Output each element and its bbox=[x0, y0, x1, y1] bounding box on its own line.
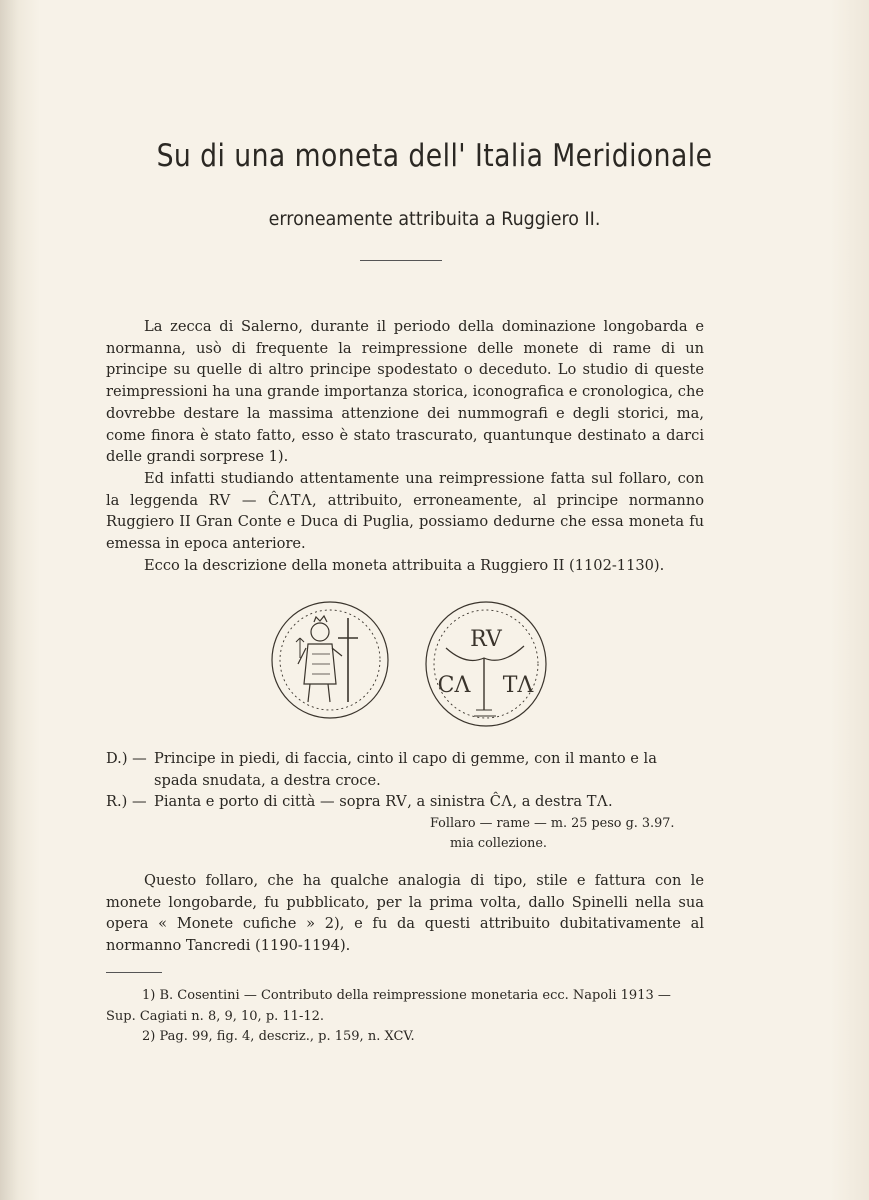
reverse-label: R.) — bbox=[106, 793, 147, 810]
reverse-legend-top: RV bbox=[470, 627, 502, 652]
paragraph-2-part-a: Ed infatti studiando attentamente una reimpressione fatta sul follaro, con la leggenda bbox=[106, 469, 704, 509]
page-subtitle: erroneamente attribuita a Ruggiero II. bbox=[268, 208, 601, 230]
reverse-legend-right: TΛ bbox=[502, 673, 534, 698]
footnotes bbox=[106, 986, 716, 1048]
reverse-text-a: Pianta e porto di città — sopra bbox=[154, 793, 381, 810]
coin-metadata-line-2: mia collezione. bbox=[450, 836, 547, 851]
footnote-divider bbox=[106, 972, 162, 973]
obverse-text-continued: spada snudata, a destra croce. bbox=[154, 771, 381, 789]
closing-text bbox=[106, 870, 704, 957]
reverse-legend-top-text: RV bbox=[385, 793, 408, 810]
reverse-legend-right-text: TΛ. bbox=[586, 793, 614, 810]
obverse-label: D.) — bbox=[106, 750, 147, 767]
page-title: Su di una moneta dell' Italia Meridionale bbox=[156, 138, 713, 174]
reverse-legend-left: CΛ bbox=[437, 673, 471, 698]
coin-obverse bbox=[272, 602, 388, 718]
reverse-text-c: , a destra bbox=[512, 793, 583, 810]
main-text bbox=[106, 316, 704, 576]
coin-metadata-line-1: Follaro — rame — m. 25 peso g. 3.97. bbox=[430, 816, 675, 831]
paragraph-3: Ecco la descrizione della moneta attribuita a Ruggiero II (1102-1130). bbox=[144, 556, 665, 574]
coin-illustration bbox=[270, 598, 560, 730]
coin-metadata bbox=[430, 814, 720, 854]
coin-legend: RV — ĈΛTΛ, bbox=[208, 491, 318, 509]
paragraph-2 bbox=[106, 468, 704, 555]
reverse-text-b: , a sinistra bbox=[407, 793, 486, 810]
footnote-1-continued: Sup. Cagiati n. 8, 9, 10, p. 11-12. bbox=[106, 1008, 325, 1024]
paragraph-2-part-b: attribuito, erroneamente, al principe normanno Ruggiero II Gran Conte e Duca di Puglia, possiamo dedurne che essa moneta fu emessa in epoca anteriore. bbox=[106, 491, 705, 553]
footnote-2: 2) Pag. 99, fig. 4, descriz., p. 159, n. XCV. bbox=[142, 1029, 415, 1045]
coin-description bbox=[106, 748, 706, 813]
obverse-row bbox=[106, 748, 706, 770]
title-divider bbox=[360, 260, 442, 261]
reverse-text bbox=[154, 791, 706, 813]
reverse-legend-left-text: ĈΛ bbox=[489, 793, 513, 810]
obverse-text: Principe in piedi, di faccia, cinto il capo di gemme, con il manto e la bbox=[154, 750, 657, 767]
footnote-1: 1) B. Cosentini — Contributo della reimpressione monetaria ecc. Napoli 1913 — bbox=[142, 988, 671, 1003]
coin-reverse bbox=[426, 602, 546, 726]
paragraph-4: Questo follaro, che ha qualche analogia di tipo, stile e fattura con le monete longobarde, fu pubblicato, per la prima volta, dallo Spinelli nella sua opera « Monete cufiche » 2), e fu da questi attribuito dubitativamente al normanno Tancredi (1190-1194). bbox=[106, 872, 704, 955]
paragraph-1: La zecca di Salerno, durante il periodo della dominazione longobarda e normanna, usò di frequente la reimpressione delle monete di rame di un principe su quelle di altro principe spodestato o deceduto. Lo studio di queste reimpressioni ha una grande importanza storica, iconografica e cronologica, che dovrebbe destare la massima attenzione dei nummografi e degli storici, ma, come finora è stato fatto, esso è stato trascurato, quantunque destinato a darci delle grandi sorprese 1). bbox=[106, 318, 704, 466]
reverse-row bbox=[106, 791, 706, 813]
